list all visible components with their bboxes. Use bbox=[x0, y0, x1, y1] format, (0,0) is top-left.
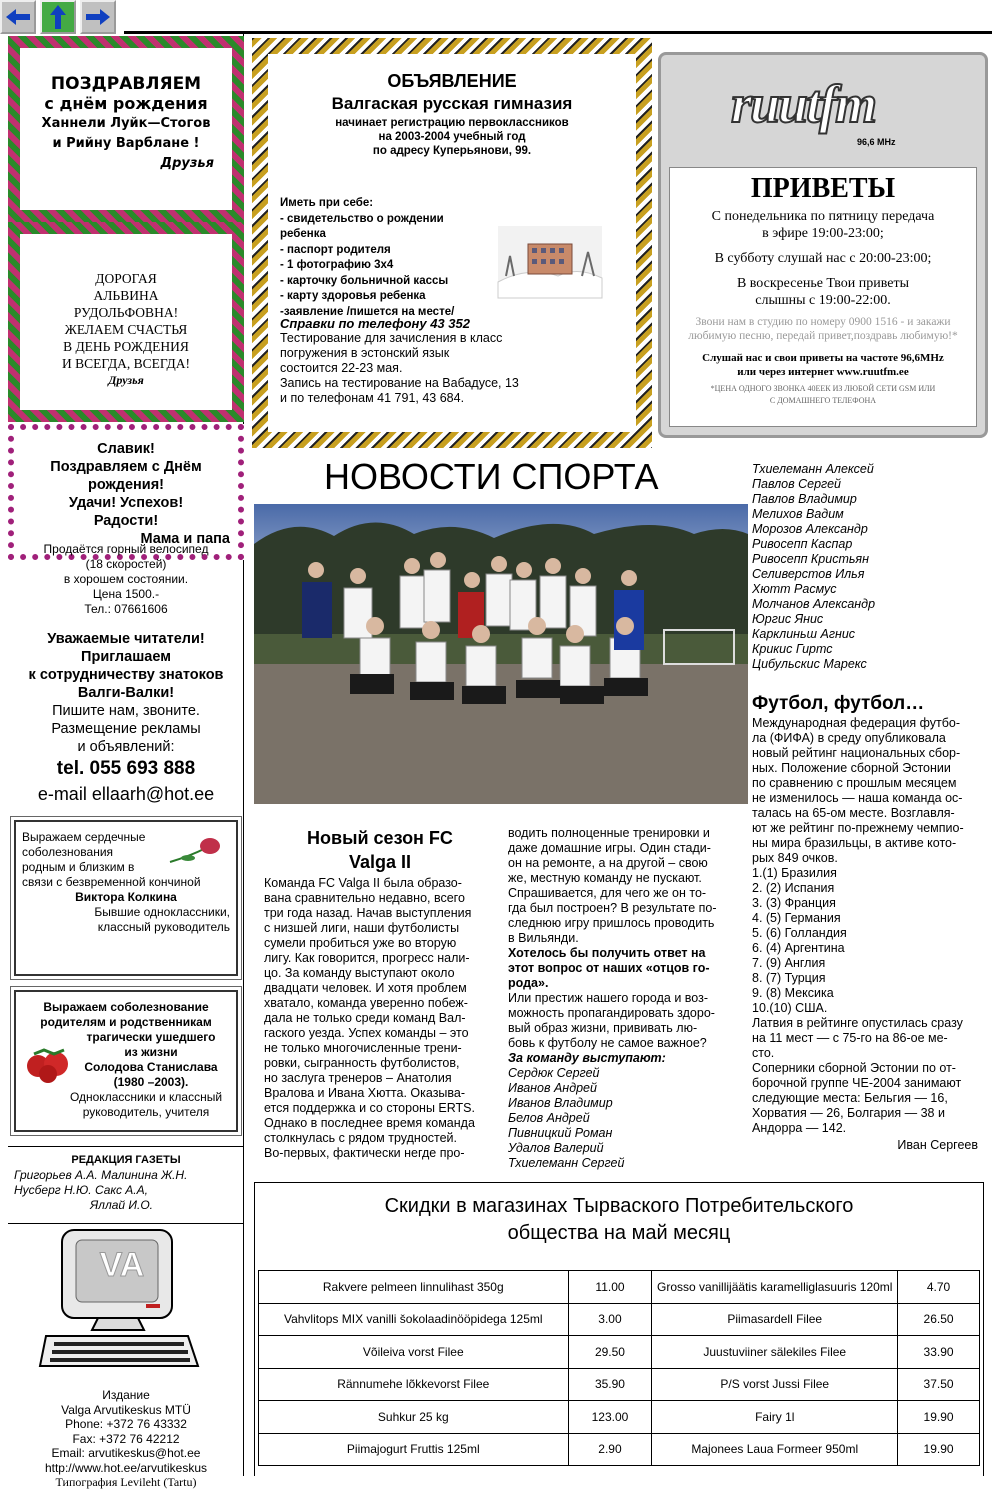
list-item: -заявление /пишется на месте/ bbox=[280, 305, 455, 318]
season-article-col1 bbox=[264, 826, 496, 1161]
notice-line: и объявлений: bbox=[77, 739, 175, 755]
computer-logo bbox=[38, 1226, 208, 1376]
player-name: Павлов Владимир bbox=[752, 492, 857, 506]
greeting-line: ЖЕЛАЕМ СЧАСТЬЯ bbox=[64, 322, 188, 337]
article-line: талась на 65-ом месте. Возглавля- bbox=[752, 806, 955, 820]
greeting-line: И ВСЕГДА, ВСЕГДА! bbox=[61, 356, 191, 371]
editorial-line: Яллай И.О. bbox=[90, 1198, 153, 1212]
ranking-item: 9. (8) Мексика bbox=[752, 986, 834, 1000]
publisher-line: Fax: +372 76 42212 bbox=[72, 1431, 180, 1446]
top-rule bbox=[124, 31, 992, 34]
ad-line: (18 скоростей) bbox=[85, 557, 167, 571]
article-line: по сравнению с прошлым месяцем bbox=[752, 776, 957, 790]
article-line: Вралова и Ивана Хютта. Оказыва- bbox=[264, 1086, 466, 1100]
product-name-cell: Võileiva vorst Filee bbox=[259, 1336, 569, 1369]
radio-line: С понедельника по пятницу передача bbox=[711, 209, 935, 224]
article-line: Международная федерация футбо- bbox=[752, 716, 961, 730]
price-cell: 29.50 bbox=[568, 1336, 652, 1369]
announcement-title: ОБЪЯВЛЕНИЕ bbox=[387, 71, 517, 91]
radio-url[interactable]: или через интернет www.ruutfm.ee bbox=[737, 366, 909, 378]
greeting-line: ДОРОГАЯ bbox=[95, 271, 157, 286]
albina-greeting bbox=[8, 222, 244, 422]
article-title: Valga II bbox=[348, 852, 412, 872]
radio-line: В субботу слушай нас с 20:00-23:00; bbox=[714, 251, 932, 266]
list-item: - 1 фотографию 3х4 bbox=[280, 259, 394, 271]
article-line: Спрашивается, для чего же он то- bbox=[508, 886, 707, 900]
ad-line: Тел.: 07661606 bbox=[84, 602, 168, 616]
price-cell: 33.90 bbox=[898, 1336, 980, 1369]
radio-line: в эфире 19:00-23:00; bbox=[762, 226, 884, 241]
player-name: Морозов Александр bbox=[752, 522, 868, 536]
info-line: погружения в эстонский язык bbox=[280, 346, 450, 360]
price-cell: 37.50 bbox=[898, 1368, 980, 1401]
greeting-line: и Рийну Варблане ! bbox=[52, 136, 200, 151]
article-line: борочной группе ЧЕ-2004 занимают bbox=[752, 1076, 962, 1090]
condolence-line: Одноклассники и классный bbox=[69, 1090, 223, 1104]
article-line: не изменилось — наша команда ос- bbox=[752, 791, 963, 805]
school-announcement bbox=[252, 38, 652, 448]
player-name: Мелихов Вадим bbox=[752, 507, 844, 521]
birthday-greeting bbox=[8, 36, 244, 222]
player-name: Тхиелеманн Сергей bbox=[508, 1156, 625, 1170]
list-title: Иметь при себе: bbox=[280, 197, 374, 209]
player-name: Ривосепп Каспар bbox=[752, 537, 853, 551]
school-name: Валгаская русская гимназия bbox=[331, 94, 573, 113]
player-name: Карклиньш Агнис bbox=[752, 627, 856, 641]
article-line: ла (ФИФА) в среду опубликовала bbox=[752, 731, 946, 745]
product-name-cell: Piimasardell Filee bbox=[652, 1303, 898, 1336]
readers-notice bbox=[8, 630, 244, 806]
greeting-line: рождения! bbox=[87, 477, 165, 493]
article-body bbox=[752, 716, 984, 866]
article-line: водить полноценные тренировки и bbox=[508, 826, 710, 840]
info-phone: Справки по телефону 43 352 bbox=[280, 316, 470, 331]
player-name: Хютт Расмус bbox=[752, 582, 837, 596]
greeting-line: РУДОЛЬФОВНА! bbox=[73, 305, 179, 320]
logo-text: VA bbox=[99, 1246, 145, 1284]
article-line: Хотелось бы получить ответ на bbox=[508, 946, 706, 960]
announcement-line: на 2003-2004 учебный год bbox=[378, 131, 526, 143]
player-name: Селиверстов Илья bbox=[752, 567, 865, 581]
article-line: гаского уезда. Успех команды – это bbox=[264, 1026, 469, 1040]
article-line: Соперники сборной Эстонии по от- bbox=[752, 1061, 956, 1075]
article-line: следующие места: Бельгия — 16, bbox=[752, 1091, 948, 1105]
deceased-name: Виктора Колкина bbox=[75, 890, 177, 904]
radio-line: Слушай нас и свои приветы на частоте 96,6MHz bbox=[702, 352, 944, 364]
condolence-line: родным и близким в bbox=[22, 860, 135, 874]
article-body bbox=[508, 991, 744, 1051]
article-line: хватало, команда уверенно побеж- bbox=[264, 996, 468, 1010]
article-line: три года назад. Начав выступления bbox=[264, 906, 472, 920]
deceased-name: Солодова Станислава bbox=[84, 1060, 218, 1074]
table-row bbox=[259, 1368, 980, 1401]
player-name: Павлов Сергей bbox=[752, 477, 841, 491]
greeting-sign: Друзья bbox=[160, 156, 214, 171]
greeting-line: Удачи! Успехов! bbox=[68, 495, 184, 511]
up-arrow-icon bbox=[48, 3, 68, 31]
player-name: Сердюк Сергей bbox=[508, 1066, 600, 1080]
radio-frequency: 96,6 MHz bbox=[857, 137, 896, 147]
radio-line: любимую песню, передай привет,поздравь любимую!* bbox=[688, 330, 958, 342]
radio-title: ПРИВЕТЫ bbox=[750, 173, 896, 204]
greeting-sign: Мама и папа bbox=[140, 531, 230, 547]
team-photo bbox=[254, 504, 748, 812]
team-photo-image bbox=[254, 504, 748, 812]
article-line: двадцати человек. И хотя проблем bbox=[264, 981, 467, 995]
greeting-line: Славик! bbox=[97, 441, 155, 457]
product-name-cell: Fairy 1l bbox=[652, 1401, 898, 1434]
info-line: Тестирование для зачисления в класс bbox=[280, 331, 503, 345]
ranking-item: 3. (3) Франция bbox=[752, 896, 836, 910]
price-cell: 35.90 bbox=[568, 1368, 652, 1401]
player-name: Белов Андрей bbox=[508, 1111, 590, 1125]
publisher-url[interactable]: http://www.hot.ee/arvutikeskus bbox=[44, 1460, 208, 1475]
condolence-1 bbox=[14, 820, 238, 976]
ranking-item: 5. (6) Голландия bbox=[752, 926, 847, 940]
player-name: Цибульскис Марекс bbox=[752, 657, 867, 671]
table-row bbox=[259, 1401, 980, 1434]
article-line: ных. Положение сборной Эстонии bbox=[752, 761, 951, 775]
school-building-image bbox=[498, 226, 602, 298]
article-title: Новый сезон FC bbox=[307, 828, 453, 848]
radio-line: В воскресенье Твои приветы bbox=[736, 276, 910, 291]
article-body bbox=[752, 1016, 984, 1136]
back-button[interactable] bbox=[0, 0, 36, 34]
discounts-title: Скидки в магазинах Тырваского Потребительского bbox=[384, 1195, 854, 1217]
article-question bbox=[508, 946, 744, 991]
article-line: Команда FC Valga II была образо- bbox=[264, 876, 462, 890]
radio-footnote: *ЦЕНА ОДНОГО ЗВОНКА 40ЕЕК ИЗ ЛЮБОЙ СЕТИ GSM ИЛИ bbox=[710, 384, 936, 393]
article-line: но заслуга тренеров – Анатолия bbox=[264, 1071, 452, 1085]
football-article bbox=[752, 692, 984, 1153]
editorial-line: Григорьев А.А. Малинина Ж.Н. bbox=[14, 1168, 188, 1182]
list-item: - паспорт родителя bbox=[280, 243, 391, 256]
condolence-line: руководитель, учителя bbox=[82, 1105, 210, 1119]
article-line: сто. bbox=[752, 1046, 775, 1060]
article-line: же, местную команду не пускают. bbox=[508, 871, 702, 885]
forward-arrow-icon bbox=[84, 7, 112, 27]
ranking-item: 7. (9) Англия bbox=[752, 956, 826, 970]
ranking-item: 6. (4) Аргентина bbox=[752, 941, 845, 955]
editorial-line: Нусберг Н.Ю. Сакс А.А, bbox=[14, 1183, 148, 1197]
radio-footnote: С ДОМАШНЕГО ТЕЛЕФОНА bbox=[769, 396, 877, 405]
lineup-list bbox=[508, 1066, 744, 1171]
bike-ad bbox=[8, 542, 244, 617]
radio-logo: ruutfm bbox=[731, 74, 876, 134]
product-name-cell: Rännumehe lõkkevorst Filee bbox=[259, 1368, 569, 1401]
condolence-line: Выражаем сердечные bbox=[22, 830, 146, 844]
season-article-col2 bbox=[508, 826, 744, 1171]
article-line: гда был построен? В результате по- bbox=[508, 901, 717, 915]
article-line: ны мира бразильцы, в активе кото- bbox=[752, 836, 957, 850]
article-line: этот вопрос от наших «отцов го- bbox=[508, 961, 710, 975]
player-name: Удалов Валерий bbox=[508, 1141, 604, 1155]
rose-icon bbox=[166, 832, 224, 868]
ranking-item: 10.(10) США. bbox=[752, 1001, 828, 1015]
price-cell: 19.90 bbox=[898, 1401, 980, 1434]
discounts-title: общества на май месяц bbox=[507, 1222, 731, 1244]
article-title: Футбол, футбол… bbox=[752, 693, 925, 714]
article-line: бовь к футболу не самое важное? bbox=[508, 1036, 707, 1050]
ranking-list bbox=[752, 866, 984, 1016]
notice-line: к сотрудничеству знатоков bbox=[28, 667, 224, 683]
list-item: - карточку больничной кассы bbox=[280, 274, 449, 287]
price-cell: 123.00 bbox=[568, 1401, 652, 1434]
player-name: Иванов Андрей bbox=[508, 1081, 597, 1095]
article-line: ровки, сыгранность футболистов, bbox=[264, 1056, 460, 1070]
info-line: состоится 22-23 мая. bbox=[280, 361, 403, 375]
discounts-table bbox=[258, 1270, 980, 1466]
publisher-info bbox=[8, 1388, 244, 1490]
greeting-line: Радости! bbox=[93, 513, 159, 529]
editorial-title: РЕДАКЦИЯ ГАЗЕТЫ bbox=[71, 1154, 181, 1166]
article-line: не только многочисленные трени- bbox=[264, 1041, 462, 1055]
player-name: Иванов Владимир bbox=[508, 1096, 613, 1110]
editorial-box bbox=[8, 1146, 244, 1224]
price-cell: 2.90 bbox=[568, 1433, 652, 1466]
strawberry-icon bbox=[24, 1044, 76, 1084]
condolence-line: из жизни bbox=[124, 1045, 178, 1059]
notice-line: Приглашаем bbox=[81, 649, 171, 665]
product-name-cell: P/S vorst Jussi Filee bbox=[652, 1368, 898, 1401]
info-line: Запись на тестирование на Вабадусе, 13 bbox=[280, 376, 519, 390]
contact-phone: tel. 055 693 888 bbox=[56, 758, 196, 779]
publisher-line: Типография Levileht (Tartu) bbox=[55, 1475, 197, 1489]
left-column bbox=[8, 34, 244, 1489]
publisher-email[interactable]: Email: arvutikeskus@hot.ee bbox=[51, 1446, 201, 1460]
article-line: ется поддержка и со стороны ERTS. bbox=[264, 1101, 475, 1115]
up-button[interactable] bbox=[40, 0, 76, 34]
sport-header: НОВОСТИ СПОРТА bbox=[324, 456, 659, 497]
info-line: и по телефонам 41 791, 43 684. bbox=[280, 391, 465, 405]
article-line: Однако в последнее время команда bbox=[264, 1116, 475, 1130]
documents-list bbox=[280, 196, 454, 320]
player-name: Молчанов Александр bbox=[752, 597, 876, 611]
article-line: цо. За команду выступают около bbox=[264, 966, 455, 980]
condolence-line: трагически ушедшего bbox=[86, 1030, 216, 1044]
article-line: Хорватия — 26, Болгария — 38 и bbox=[752, 1106, 945, 1120]
article-body bbox=[264, 876, 496, 1161]
product-name-cell: Rakvere pelmeen linnulihast 350g bbox=[259, 1271, 569, 1304]
ranking-item: 4. (5) Германия bbox=[752, 911, 841, 925]
article-line: ют же рейтинг по-прежнему чемпио- bbox=[752, 821, 964, 835]
table-row bbox=[259, 1271, 980, 1304]
player-name: Ривосепп Кристьян bbox=[752, 552, 869, 566]
table-row bbox=[259, 1336, 980, 1369]
article-line: лигу. Как говорится, прогресс нали- bbox=[264, 951, 470, 965]
article-line: даже домашние игры. Один стади- bbox=[508, 841, 711, 855]
slavik-greeting bbox=[8, 424, 244, 560]
player-name: Юргис Янис bbox=[752, 612, 824, 626]
article-line: Во-первых, фактически негде про- bbox=[264, 1146, 465, 1160]
article-line: рых 849 очков. bbox=[752, 851, 838, 865]
forward-button[interactable] bbox=[80, 0, 116, 34]
article-line: он на ремонте, а на другой – свою bbox=[508, 856, 708, 870]
team-names-list bbox=[752, 462, 875, 672]
greeting-line: Ханнели Луйк—Стогов bbox=[41, 116, 211, 131]
radio-line: слышны с 19:00-22:00. bbox=[755, 293, 891, 308]
ranking-item: 1.(1) Бразилия bbox=[752, 866, 837, 880]
product-name-cell: Grosso vanillijäätis karamelliglasuuris 120ml bbox=[652, 1271, 898, 1304]
article-line: следнюю игру пришлось проводить bbox=[508, 916, 715, 930]
ranking-item: 8. (7) Турция bbox=[752, 971, 826, 985]
product-name-cell: Vahvlitops MIX vanilli šokolaadinööpidega 125ml bbox=[259, 1303, 569, 1336]
deceased-years: (1980 –2003). bbox=[113, 1075, 189, 1089]
condolence-line: связи с безвременной кончиной bbox=[22, 875, 201, 889]
price-cell: 19.90 bbox=[898, 1433, 980, 1466]
article-author: Иван Сергеев bbox=[897, 1138, 978, 1152]
condolence-line: Бывшие одноклассники, bbox=[94, 905, 230, 919]
player-name: Крикис Гиртс bbox=[752, 642, 833, 656]
greeting-line: АЛЬВИНА bbox=[93, 288, 159, 303]
ranking-item: 2. (2) Испания bbox=[752, 881, 835, 895]
notice-line: Пишите нам, звоните. bbox=[52, 703, 200, 719]
greeting-line: с днём рождения bbox=[44, 94, 208, 113]
article-line: с низшей лиги, наши футболисты bbox=[264, 921, 460, 935]
contact-email[interactable]: e-mail ellaarh@hot.ee bbox=[37, 784, 215, 804]
publisher-line: Valga Arvutikeskus MTÜ bbox=[61, 1402, 191, 1417]
testing-info bbox=[280, 316, 519, 406]
article-line: вый образ жизни, прививать лю- bbox=[508, 1021, 698, 1035]
lineup-title: За команду выступают: bbox=[508, 1051, 666, 1065]
condolence-line: соболезнования bbox=[22, 845, 114, 859]
list-item: - карту здоровья ребенка bbox=[280, 290, 426, 302]
player-name: Пивницкий Роман bbox=[508, 1126, 613, 1140]
product-name-cell: Majonees Laua Formeer 950ml bbox=[652, 1433, 898, 1466]
announcement-line: по адресу Куперьянови, 99. bbox=[372, 145, 532, 157]
nav-bar bbox=[0, 0, 116, 34]
condolence-line: классный руководитель bbox=[97, 920, 230, 934]
article-line: Андорра — 142. bbox=[752, 1121, 847, 1135]
article-line: новый рейтинг национальных сбор- bbox=[752, 746, 961, 760]
ad-line: Цена 1500.- bbox=[92, 587, 160, 601]
condolence-line: родителям и родственникам bbox=[40, 1015, 212, 1029]
article-line: столкнулась с рядом трудностей. bbox=[264, 1131, 458, 1145]
article-line: сумели пробиться уже во вторую bbox=[264, 936, 457, 950]
player-name: Тхиелеманн Алексей bbox=[752, 462, 874, 476]
price-cell: 11.00 bbox=[568, 1271, 652, 1304]
article-line: Латвия в рейтинге опустилась сразу bbox=[752, 1016, 963, 1030]
announcement-line: начинает регистрацию первоклассников bbox=[335, 117, 569, 129]
greeting-line: Поздравляем с Днём bbox=[50, 459, 202, 475]
publisher-line: Phone: +372 76 43332 bbox=[65, 1417, 187, 1431]
notice-line: Валги-Валки! bbox=[77, 685, 175, 701]
ad-line: в хорошем состоянии. bbox=[63, 572, 189, 586]
greeting-line: ПОЗДРАВЛЯЕМ bbox=[50, 74, 202, 94]
condolence-2 bbox=[14, 990, 238, 1132]
publisher-line: Издание bbox=[102, 1388, 150, 1402]
greeting-sign: Друзья bbox=[108, 373, 144, 387]
article-body bbox=[508, 826, 744, 946]
article-line: в Вильянди. bbox=[508, 931, 579, 945]
product-name-cell: Juustuviiner sälekiles Filee bbox=[652, 1336, 898, 1369]
table-row bbox=[259, 1303, 980, 1336]
list-item: ребенка bbox=[280, 228, 326, 240]
radio-line: Звони нам в студию по номеру 0900 1516 - и закажи bbox=[695, 316, 951, 328]
article-line: дала не только среди команд Вал- bbox=[264, 1011, 466, 1025]
article-line: рода». bbox=[508, 976, 549, 990]
condolence-line: Выражаем соболезнование bbox=[43, 1000, 209, 1014]
ad-line: Продаётся горный велосипед bbox=[43, 542, 209, 556]
article-line: вана сравнительно недавно, всего bbox=[264, 891, 465, 905]
price-cell: 3.00 bbox=[568, 1303, 652, 1336]
list-item: - свидетельство о рождении bbox=[280, 212, 444, 225]
article-line: можность пропагандировать здоро- bbox=[508, 1006, 715, 1020]
price-cell: 26.50 bbox=[898, 1303, 980, 1336]
table-row bbox=[259, 1433, 980, 1466]
radio-schedule bbox=[669, 167, 977, 427]
article-line: на 11 мест — с 75-го на 86-ое ме- bbox=[752, 1031, 948, 1045]
notice-line: Размещение рекламы bbox=[51, 721, 201, 737]
price-cell: 4.70 bbox=[898, 1271, 980, 1304]
greeting-line: В ДЕНЬ РОЖДЕНИЯ bbox=[63, 339, 189, 354]
product-name-cell: Suhkur 25 kg bbox=[259, 1401, 569, 1434]
notice-line: Уважаемые читатели! bbox=[47, 631, 205, 647]
back-arrow-icon bbox=[4, 7, 32, 27]
product-name-cell: Piimajogurt Fruttis 125ml bbox=[259, 1433, 569, 1466]
radio-ad bbox=[658, 52, 988, 438]
article-line: Или престиж нашего города и воз- bbox=[508, 991, 708, 1005]
